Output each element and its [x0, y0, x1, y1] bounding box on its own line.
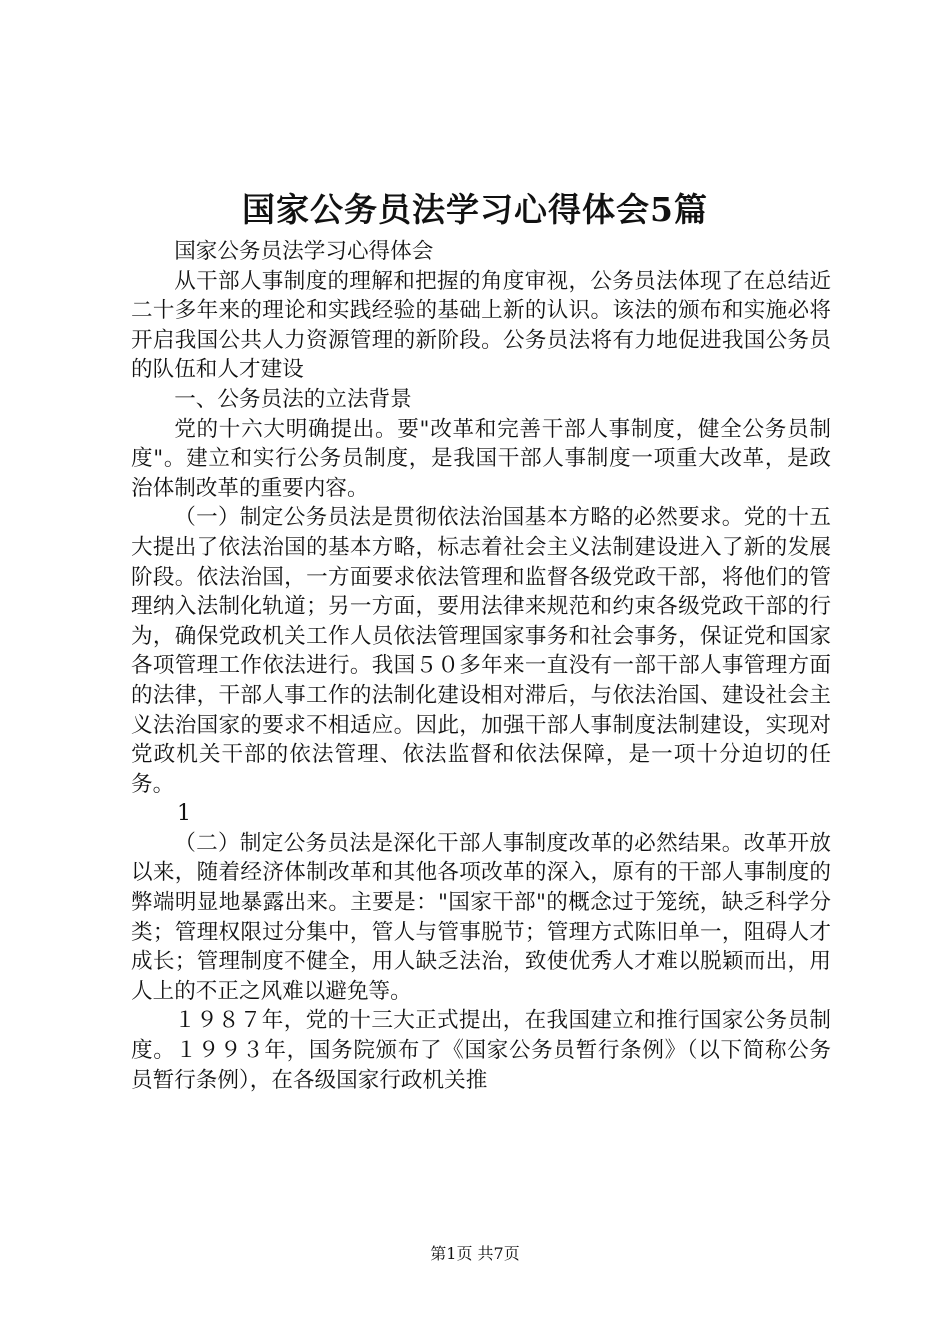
subtitle-paragraph: 国家公务员法学习心得体会: [174, 239, 434, 264]
body-paragraph: １９８７年，党的十三大正式提出，在我国建立和推行国家公务员制度。１９９３年，国务院颁布了《国家公务员暂行条例》（以下简称公务员暂行条例），在各级国家行政机关推: [131, 1008, 831, 1093]
inline-page-number: 1: [177, 801, 191, 827]
section-heading: 一、公务员法的立法背景: [174, 386, 412, 412]
page-footer: 第1页 共7页: [430, 1244, 520, 1263]
document-title: 国家公务员法学习心得体会5篇: [242, 190, 708, 229]
body-paragraph: （一）制定公务员法是贯彻依法治国基本方略的必然要求。党的十五大提出了依法治国的基本方略，标志着社会主义法制建设进入了新的发展阶段。依法治国，一方面要求依法管理和监督各级党政干部，将他们的管理纳入法制化轨道；另一方面，要用法律来规范和约束各级党政干部的行为，确保党政机关工作人员依法管理国家事务和社会事务，保证党和国家各项管理工作依法进行。我国５０多年来一直没有一部干部人事管理方面的法律，干部人事工作的法制化建设相对滞后，与依法治国、建设社会主义法治国家的要求不相适应。因此，加强干部人事制度法制建设，实现对党政机关干部的依法管理、依法监督和依法保障，是一项十分迫切的任务。: [131, 505, 831, 797]
body-paragraph: 党的十六大明确提出。要"改革和完善干部人事制度，健全公务员制度"。建立和实行公务员制度，是我国干部人事制度一项重大改革，是政治体制改革的重要内容。: [131, 416, 831, 501]
body-paragraph: （二）制定公务员法是深化干部人事制度改革的必然结果。改革开放以来，随着经济体制改革和其他各项改革的深入，原有的干部人事制度的弊端明显地暴露出来。主要是："国家干部"的概念过于笼统，缺乏科学分类；管理权限过分集中，管人与管事脱节；管理方式陈旧单一，阻碍人才成长；管理制度不健全，用人缺乏法治，致使优秀人才难以脱颖而出，用人上的不正之风难以避免等。: [131, 830, 831, 1004]
document-body: [131, 237, 831, 1095]
body-paragraph: 从干部人事制度的理解和把握的角度审视，公务员法体现了在总结近二十多年来的理论和实践经验的基础上新的认识。该法的颁布和实施必将开启我国公共人力资源管理的新阶段。公务员法将有力地促进我国公务员的队伍和人才建设: [131, 268, 831, 383]
